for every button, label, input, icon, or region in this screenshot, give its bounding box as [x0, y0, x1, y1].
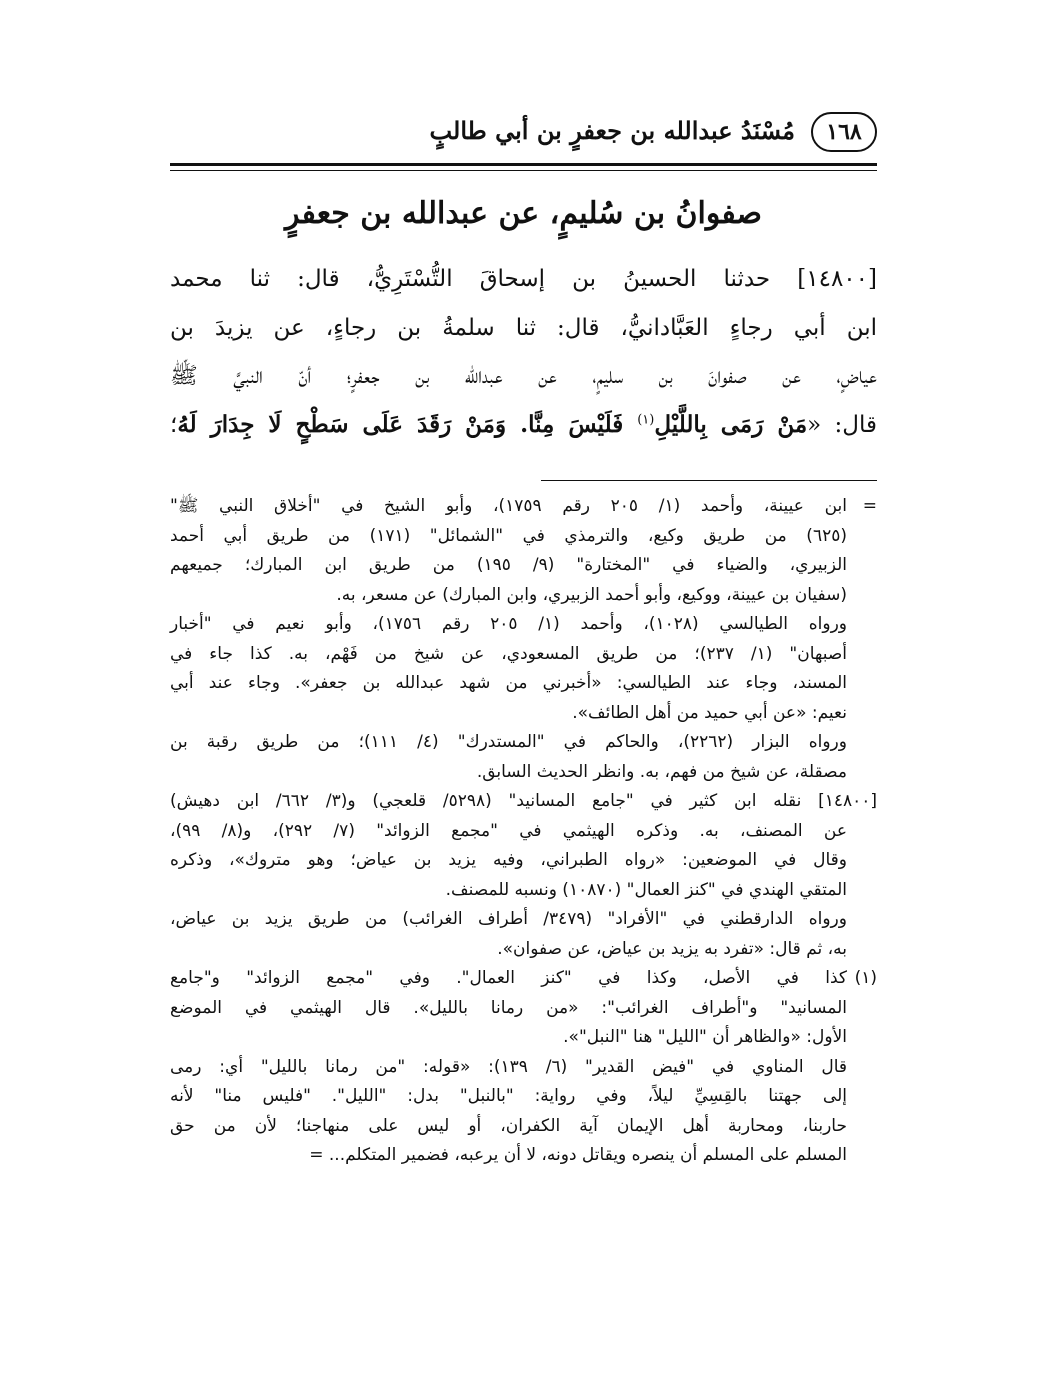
hadith-suffix: ؛	[170, 411, 178, 438]
footnote-text: قال المناوي في "فيض القدير" (٦/ ١٣٩): «قوله: "من رمانا بالليل" أي: رمى	[170, 1056, 847, 1077]
header-rule-thick	[170, 163, 877, 166]
footnote-line	[170, 876, 877, 906]
footnote-line	[170, 846, 877, 876]
footnote-line	[170, 758, 877, 788]
footnote-text: الأول: «والظاهر أن "الليل" هنا "النبل"».	[563, 1027, 847, 1047]
hadith-text: فَلَيْسَ مِنَّا. وَمَنْ رَقَدَ عَلَى سَطْحٍ لَا جِدَارَ لَهُ	[177, 410, 638, 438]
footnote-line	[170, 1053, 877, 1083]
main-line: ابن أبي رجاءٍ العَبَّادانيُّ، قال: ثنا سلمةُ بن رجاءٍ، عن يزيدَ بن	[170, 314, 877, 341]
footnote-text: عن المصنف، به. وذكره الهيثمي في "مجمع الزوائد" (٧/ ٢٩٢)، و(٨/ ٩٩)،	[170, 820, 847, 841]
section-title: صفوانُ بن سُليمٍ، عن عبدالله بن جعفرٍ	[285, 196, 762, 231]
footnote-line	[170, 787, 877, 817]
page-header	[170, 112, 877, 162]
footnote-line	[170, 1082, 877, 1112]
footnote-ref: (١)	[637, 411, 655, 427]
footnote-text: [١٤٨٠٠] نقله ابن كثير في "جامع المسانيد" (٥٢٩٨/ قلعجي) و(٣/ ٦٦٢/ ابن دهيش)	[170, 791, 878, 811]
footnote-marker: (١)	[854, 968, 877, 988]
footnote-marker: =	[862, 496, 877, 516]
footnote-text: وقال في الموضعين: «رواه الطبراني، وفيه يزيد بن عياض؛ وهو متروك»، وذكره	[170, 850, 847, 870]
footnote-line	[170, 728, 877, 758]
footnote-line	[170, 1023, 877, 1053]
footnote-text: المسلم على المسلم أن ينصره ويقاتل دونه، لا أن يرعبه، فضمير المتكلم... =	[309, 1145, 847, 1165]
hadith-prefix: قال: «	[807, 411, 877, 438]
footnote-text: المسانيد" و"أطراف الغرائب": «من رمانا بالليل». قال الهيثمي في الموضع	[170, 997, 847, 1018]
footnote-line	[170, 994, 877, 1024]
footnote-text: كذا في الأصل، وكذا في "كنز العمال". وفي "مجمع الزوائد" و"جامع	[170, 968, 847, 988]
footnote-line	[170, 610, 877, 640]
footnote-line	[170, 640, 877, 670]
footnote-text: مصقلة، عن شيخ من فهم، به. وانظر الحديث السابق.	[476, 761, 847, 782]
page-number: ١٦٨	[811, 112, 877, 152]
footnote-text: (٦٢٥) من طريق وكيع، والترمذي في "الشمائل" (١٧١) من طريق أبي أحمد	[170, 525, 847, 546]
main-line: [١٤٨٠٠] حدثنا الحسينُ بن إسحاقَ التُّسْتَرِيُّ، قال: ثنا محمد	[170, 266, 877, 292]
footnote-line	[170, 492, 877, 522]
book-title: مُسْنَدُ عبدالله بن جعفرٍ بن أبي طالبٍ	[429, 116, 795, 145]
hadith-text: مَنْ رَمَى بِاللَّيْلِ	[654, 410, 808, 438]
footnote-text: حاربنا، ومحاربة أهل الإيمان آية الكفران، أو ليس على منهاجنا؛ لأن من حق	[170, 1115, 847, 1136]
footnote-line	[170, 522, 877, 552]
footnote-text: (سفيان بن عيينة، ووكيع، وأبو أحمد الزبيري، وابن المبارك) عن مسعر، به.	[336, 584, 847, 605]
footnote-text: ابن عيينة، وأحمد (١/ ٢٠٥ رقم ١٧٥٩)، وأبو الشيخ في "أخلاق النبي ﷺ"	[170, 496, 847, 516]
footnote-text: ورواه الطيالسي (١٠٢٨)، وأحمد (١/ ٢٠٥ رقم ١٧٥٦)، وأبو نعيم في "أخبار	[170, 614, 847, 634]
footnote-text: نعيم: «عن أبي حميد من أهل الطائف».	[572, 702, 847, 723]
main-line-hadith	[170, 401, 877, 450]
footnote-text: ورواه البزار (٢٢٦٢)، والحاكم في "المستدرك" (٤/ ١١١)؛ من طريق رقبة بن	[170, 732, 847, 752]
footnotes	[170, 492, 877, 1171]
footnote-text: المسند، وجاء عند الطيالسي: «أخبرني من شهد عبدالله بن جعفر». وجاء عند أبي	[170, 673, 847, 693]
footnote-line	[170, 905, 877, 935]
footnote-text: إلى جهتنا بالقِسِيِّ ليلاً، وفي رواية: "بالنبل" بدل: "الليل". "فليس منا" لأنه	[170, 1086, 847, 1106]
footnote-line	[170, 817, 877, 847]
header-rule-thin	[170, 170, 877, 171]
footnote-text: المتقي الهندي في "كنز العمال" (١٠٨٧٠) ونسبه للمصنف.	[445, 879, 847, 900]
footnote-line	[170, 669, 877, 699]
footnote-line	[170, 581, 877, 611]
main-text	[170, 255, 877, 449]
footnote-text: به، ثم قال: «تفرد به يزيد بن عياض، عن صفوان».	[497, 938, 847, 959]
footnote-text: ورواه الدارقطني في "الأفراد" (٣٤٧٩/ أطراف الغرائب) من طريق يزيد بن عياض،	[170, 909, 847, 929]
footnote-line	[170, 935, 877, 965]
footnote-line	[170, 1112, 877, 1142]
footnote-line	[170, 964, 877, 994]
footnote-line	[170, 551, 877, 581]
footnote-separator	[541, 480, 877, 481]
footnote-line	[170, 1141, 877, 1171]
main-line: عياضٍ، عن صفوانَ بن سليمٍ، عن عبدالله بن جعفرٍ؛ أنّ النبيَّ ﷺ	[170, 363, 877, 389]
footnote-text: الزبيري، والضياء في "المختارة" (٩/ ١٩٥) من طريق ابن المبارك؛ جميعهم	[170, 555, 847, 575]
footnote-text: أصبهان" (١/ ٢٣٧)؛ من طريق المسعودي، عن شيخ من فَهْم، به. كذا جاء في	[170, 643, 847, 664]
footnote-line	[170, 699, 877, 729]
